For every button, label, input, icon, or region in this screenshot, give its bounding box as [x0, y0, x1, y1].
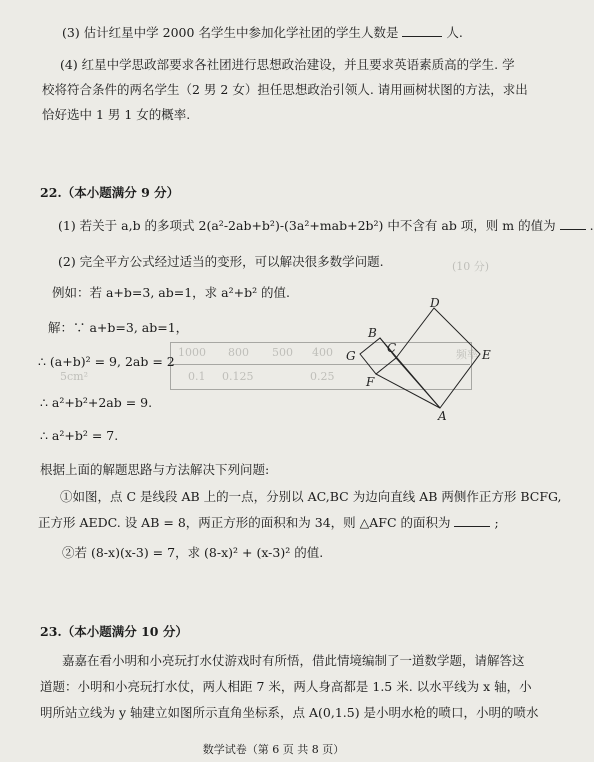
q22-part1: (1) 若关于 a,b 的多项式 2(a²-2ab+b²)-(3a²+mab+2b²) 中不含有 ab 项，则 m 的值为 . [58, 218, 594, 233]
bleed-text: 400 [312, 346, 333, 359]
segment-fa [376, 374, 440, 408]
bleed-text: (10 分) [452, 260, 490, 273]
bleed-text: 1000 [178, 346, 206, 359]
label-f: F [366, 375, 375, 389]
label-a: A [438, 409, 447, 423]
square-aedc [396, 308, 480, 408]
page-footer: 数学试卷（第 6 页 共 8 页） [202, 743, 345, 756]
bleed-text: 0.1 [188, 370, 206, 383]
q22-subquestion-2: ②若 (8-x)(x-3) = 7，求 (8-x)² + (x-3)² 的值. [62, 545, 324, 560]
answer-blank[interactable] [454, 526, 490, 527]
label-g: G [346, 349, 356, 363]
q23-line3: 明所站立线为 y 轴建立如图所示直角坐标系，点 A(0,1.5) 是小明水枪的喷口，小明的喷水 [40, 705, 539, 720]
label-d: D [430, 296, 440, 310]
q23-line1: 嘉嘉在看小明和小亮玩打水仗游戏时有所悟，借此情境编制了一道数学题，请解答这 [62, 653, 525, 668]
q22-solution-2: ∴ (a+b)² = 9, 2ab = 2 [38, 354, 175, 369]
q23-line2: 道题：小明和小亮玩打水仗，两人相距 7 米，两人身高都是 1.5 米. 以水平线为 x 轴，小 [40, 679, 532, 694]
answer-blank[interactable] [402, 36, 442, 37]
q22-solution-4: ∴ a²+b² = 7. [40, 428, 119, 443]
label-c: C [387, 341, 397, 355]
bleed-text: 800 [228, 346, 249, 359]
label-e: E [482, 348, 491, 362]
q23-heading: 23.（本小题满分 10 分） [40, 624, 188, 639]
q22-subquestion-1-line2: 正方形 AEDC. 设 AB = 8，两正方形的面积和为 34，则 △AFC 的面积为 ; [38, 515, 499, 530]
q21-part4-line2: 校将符合条件的两名学生（2 男 2 女）担任思想政治引领人. 请用画树状图的方法，求出 [42, 82, 528, 97]
bleed-text: 0.125 [222, 370, 254, 383]
q22-heading: 22.（本小题满分 9 分） [40, 185, 180, 200]
q22-solution-3: ∴ a²+b²+2ab = 9. [40, 395, 153, 410]
q21-part3: (3) 估计红星中学 2000 名学生中参加化学社团的学生人数是 人. [62, 25, 463, 40]
q21-part4-line1: (4) 红星中学思政部要求各社团进行思想政治建设，并且要求英语素质高的学生. 学 [60, 57, 515, 72]
q22-part2: (2) 完全平方公式经过适当的变形，可以解决很多数学问题. [58, 254, 384, 269]
bleed-text: 5cm² [60, 370, 88, 383]
q22-instruction: 根据上面的解题思路与方法解决下列问题: [40, 462, 270, 477]
bleed-text: 频率 [456, 348, 478, 361]
label-b: B [368, 326, 377, 340]
bleed-text: 0.25 [310, 370, 335, 383]
q22-solution-1: 解：∵ a+b=3, ab=1， [48, 320, 189, 335]
q22-example: 例如：若 a+b=3, ab=1，求 a²+b² 的值. [52, 285, 291, 300]
q22-subquestion-1-line1: ①如图，点 C 是线段 AB 上的一点，分别以 AC,BC 为边向直线 AB 两侧作正方形 BCFG, [60, 489, 562, 504]
answer-blank[interactable] [560, 229, 586, 230]
squares-figure [340, 296, 500, 426]
q21-part4-line3: 恰好选中 1 男 1 女的概率. [42, 107, 191, 122]
bleed-text: 500 [272, 346, 293, 359]
